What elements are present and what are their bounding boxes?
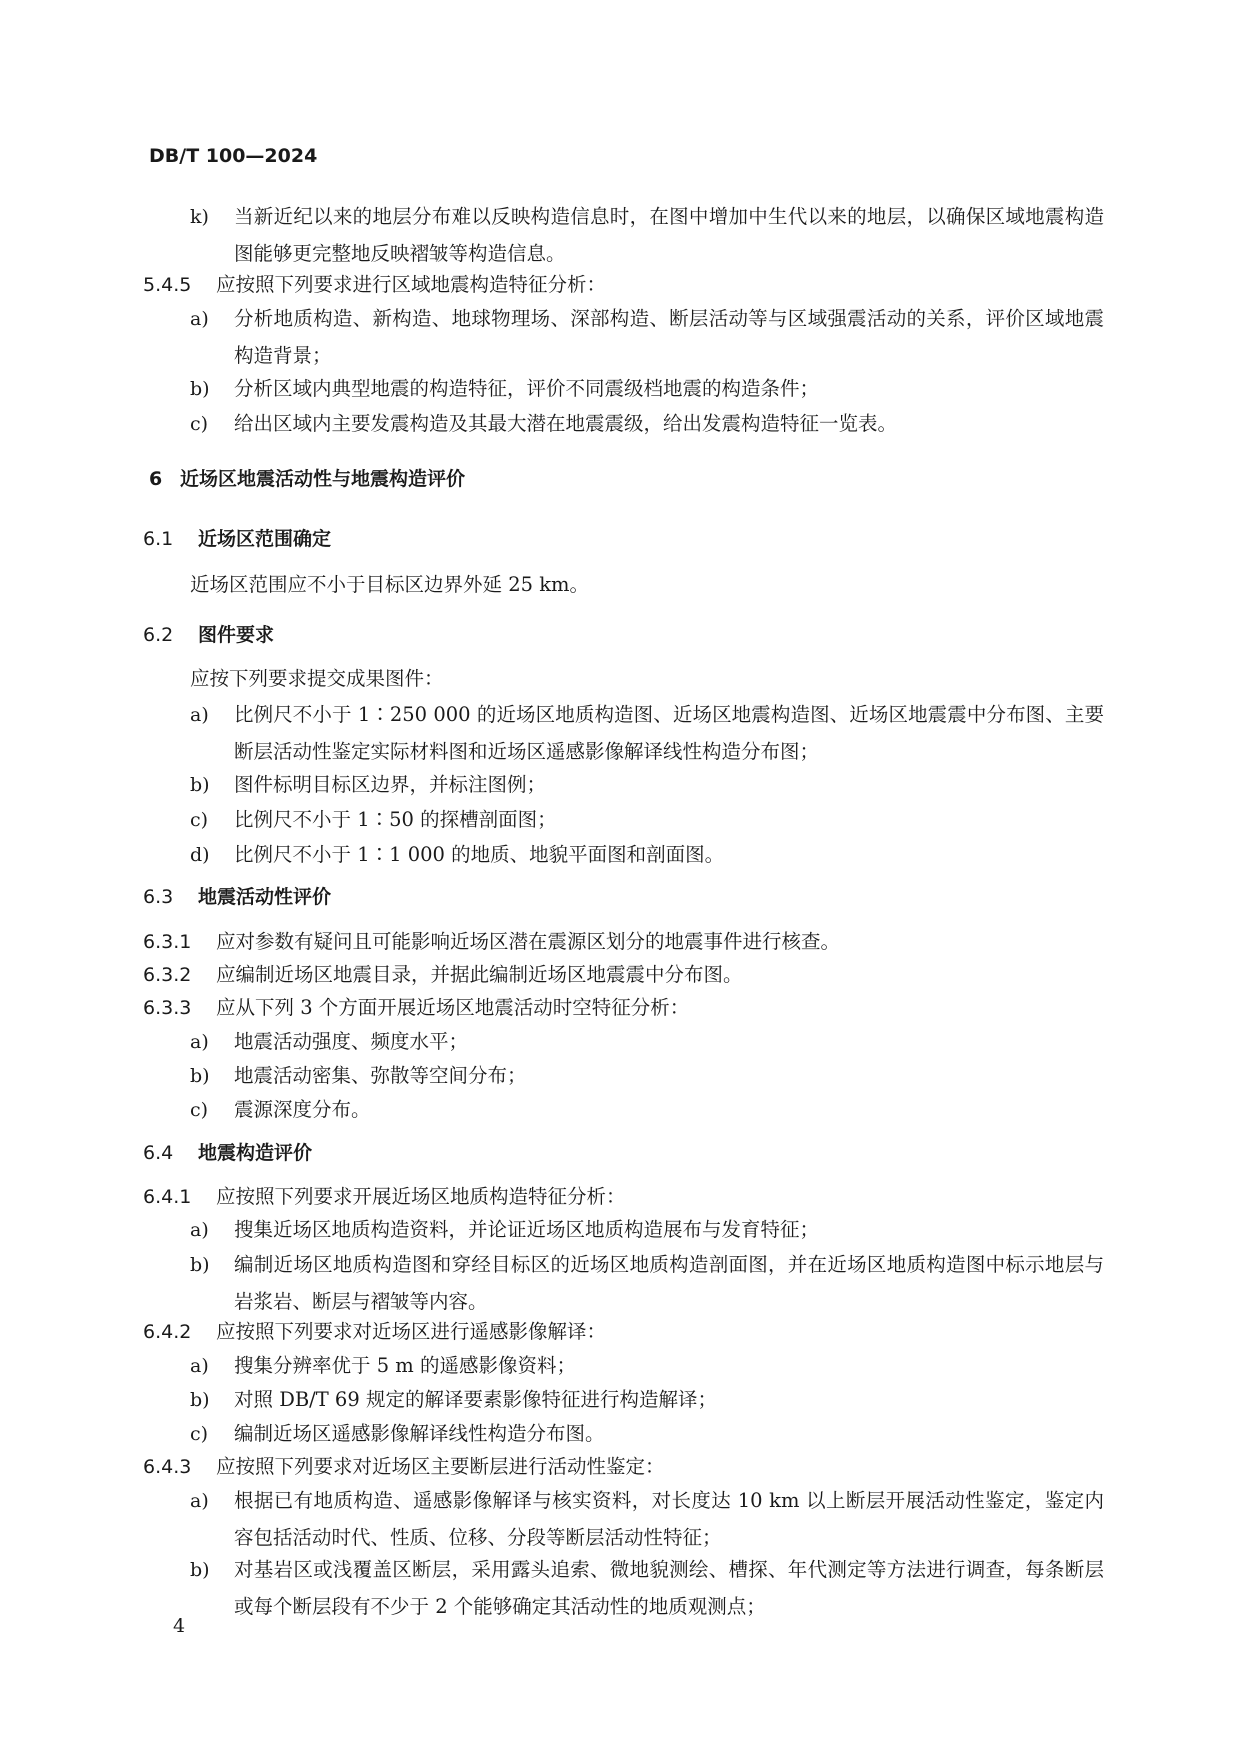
clause-number: 5.4.5 [143,274,192,296]
list-item-text: 搜集近场区地质构造资料，并论证近场区地质构造展布与发育特征； [234,1218,820,1241]
section-number: 6.4 [143,1142,174,1164]
list-item-label: c) [190,1423,209,1445]
list-item-text: 编制近场区遥感影像解译线性构造分布图。 [234,1422,605,1445]
list-item-text: 地震活动密集、弥散等空间分布； [234,1064,527,1087]
clause-number: 6.3.2 [143,964,192,986]
list-item-label: d) [190,844,210,866]
paragraph: 近场区范围应不小于目标区边界外延 25 km。 [190,573,590,596]
clause-number: 6.4.2 [143,1321,192,1343]
clause-text: 应按照下列要求进行区域地震构造特征分析： [216,273,607,296]
list-item-label: a) [190,1355,209,1377]
list-item-text: 地震活动强度、频度水平； [234,1030,469,1053]
list-item-label: c) [190,809,209,831]
section-title: 地震活动性评价 [198,886,332,908]
page-number: 4 [173,1615,186,1637]
list-item-label: c) [190,1099,209,1121]
list-item-label: a) [190,1031,209,1053]
section-number: 6 [149,468,163,490]
list-item-label: a) [190,704,209,726]
clause-number: 6.4.3 [143,1456,192,1478]
list-item-text: 对基岩区或浅覆盖区断层，采用露头追索、微地貌测绘、槽探、年代测定等方法进行调查，每条断层或每个断层段有不少于 2 个能够确定其活动性的地质观测点； [234,1558,1104,1618]
list-item-text: 编制近场区地质构造图和穿经目标区的近场区地质构造剖面图，并在近场区地质构造图中标示地层与岩浆岩、断层与褶皱等内容。 [234,1253,1104,1313]
list-item-text: 搜集分辨率优于 5 m 的遥感影像资料； [234,1354,576,1377]
list-item-text: 分析地质构造、新构造、地球物理场、深部构造、断层活动等与区域强震活动的关系，评价区域地震构造背景； [234,307,1104,367]
clause-number: 6.3.3 [143,997,192,1019]
list-item-text: 比例尺不小于 1∶1 000 的地质、地貌平面图和剖面图。 [234,843,725,866]
section-title: 近场区范围确定 [198,528,332,550]
clause-number: 6.3.1 [143,931,192,953]
list-item-label: b) [190,774,210,796]
list-item-label: a) [190,1490,209,1512]
list-item-label: c) [190,413,209,435]
list-item-text: 当新近纪以来的地层分布难以反映构造信息时，在图中增加中生代以来的地层，以确保区域地震构造图能够更完整地反映褶皱等构造信息。 [234,205,1104,265]
list-item-label: b) [190,1065,210,1087]
clause-text: 应按照下列要求对近场区进行遥感影像解译： [216,1320,607,1343]
list-item-label: a) [190,308,209,330]
list-item-label: b) [190,1254,210,1276]
clause-text: 应按照下列要求对近场区主要断层进行活动性鉴定： [216,1455,665,1478]
section-number: 6.2 [143,624,174,646]
list-item-label: b) [190,1559,210,1581]
list-item-label: a) [190,1219,209,1241]
section-number: 6.3 [143,886,174,908]
list-item-text: 比例尺不小于 1∶50 的探槽剖面图； [234,808,557,831]
list-item-text: 分析区域内典型地震的构造特征，评价不同震级档地震的构造条件； [234,377,820,400]
clause-text: 应编制近场区地震目录，并据此编制近场区地震震中分布图。 [216,963,743,986]
list-item-text: 图件标明目标区边界，并标注图例； [234,773,547,796]
list-item-text: 对照 DB/T 69 规定的解译要素影像特征进行构造解译； [234,1388,717,1411]
list-item-text: 根据已有地质构造、遥感影像解译与核实资料，对长度达 10 km 以上断层开展活动性鉴定，鉴定内容包括活动时代、性质、位移、分段等断层活动性特征； [234,1489,1104,1549]
section-title: 图件要求 [198,624,275,646]
paragraph: 应按下列要求提交成果图件： [190,667,444,690]
clause-text: 应从下列 3 个方面开展近场区地震活动时空特征分析： [216,996,690,1019]
clause-text: 应对参数有疑问且可能影响近场区潜在震源区划分的地震事件进行核查。 [216,930,841,953]
clause-number: 6.4.1 [143,1186,192,1208]
list-item-label: b) [190,1389,210,1411]
list-item-text: 震源深度分布。 [234,1098,371,1121]
clause-text: 应按照下列要求开展近场区地质构造特征分析： [216,1185,626,1208]
section-title: 近场区地震活动性与地震构造评价 [180,468,466,490]
document-code-header: DB/T 100—2024 [149,145,318,167]
list-item-label: k) [190,206,209,228]
list-item-text: 比例尺不小于 1∶250 000 的近场区地质构造图、近场区地震构造图、近场区地震震中分布图、主要断层活动性鉴定实际材料图和近场区遥感影像解译线性构造分布图； [234,703,1104,763]
list-item-label: b) [190,378,210,400]
section-number: 6.1 [143,528,174,550]
list-item-text: 给出区域内主要发震构造及其最大潜在地震震级，给出发震构造特征一览表。 [234,412,898,435]
section-title: 地震构造评价 [198,1142,313,1164]
